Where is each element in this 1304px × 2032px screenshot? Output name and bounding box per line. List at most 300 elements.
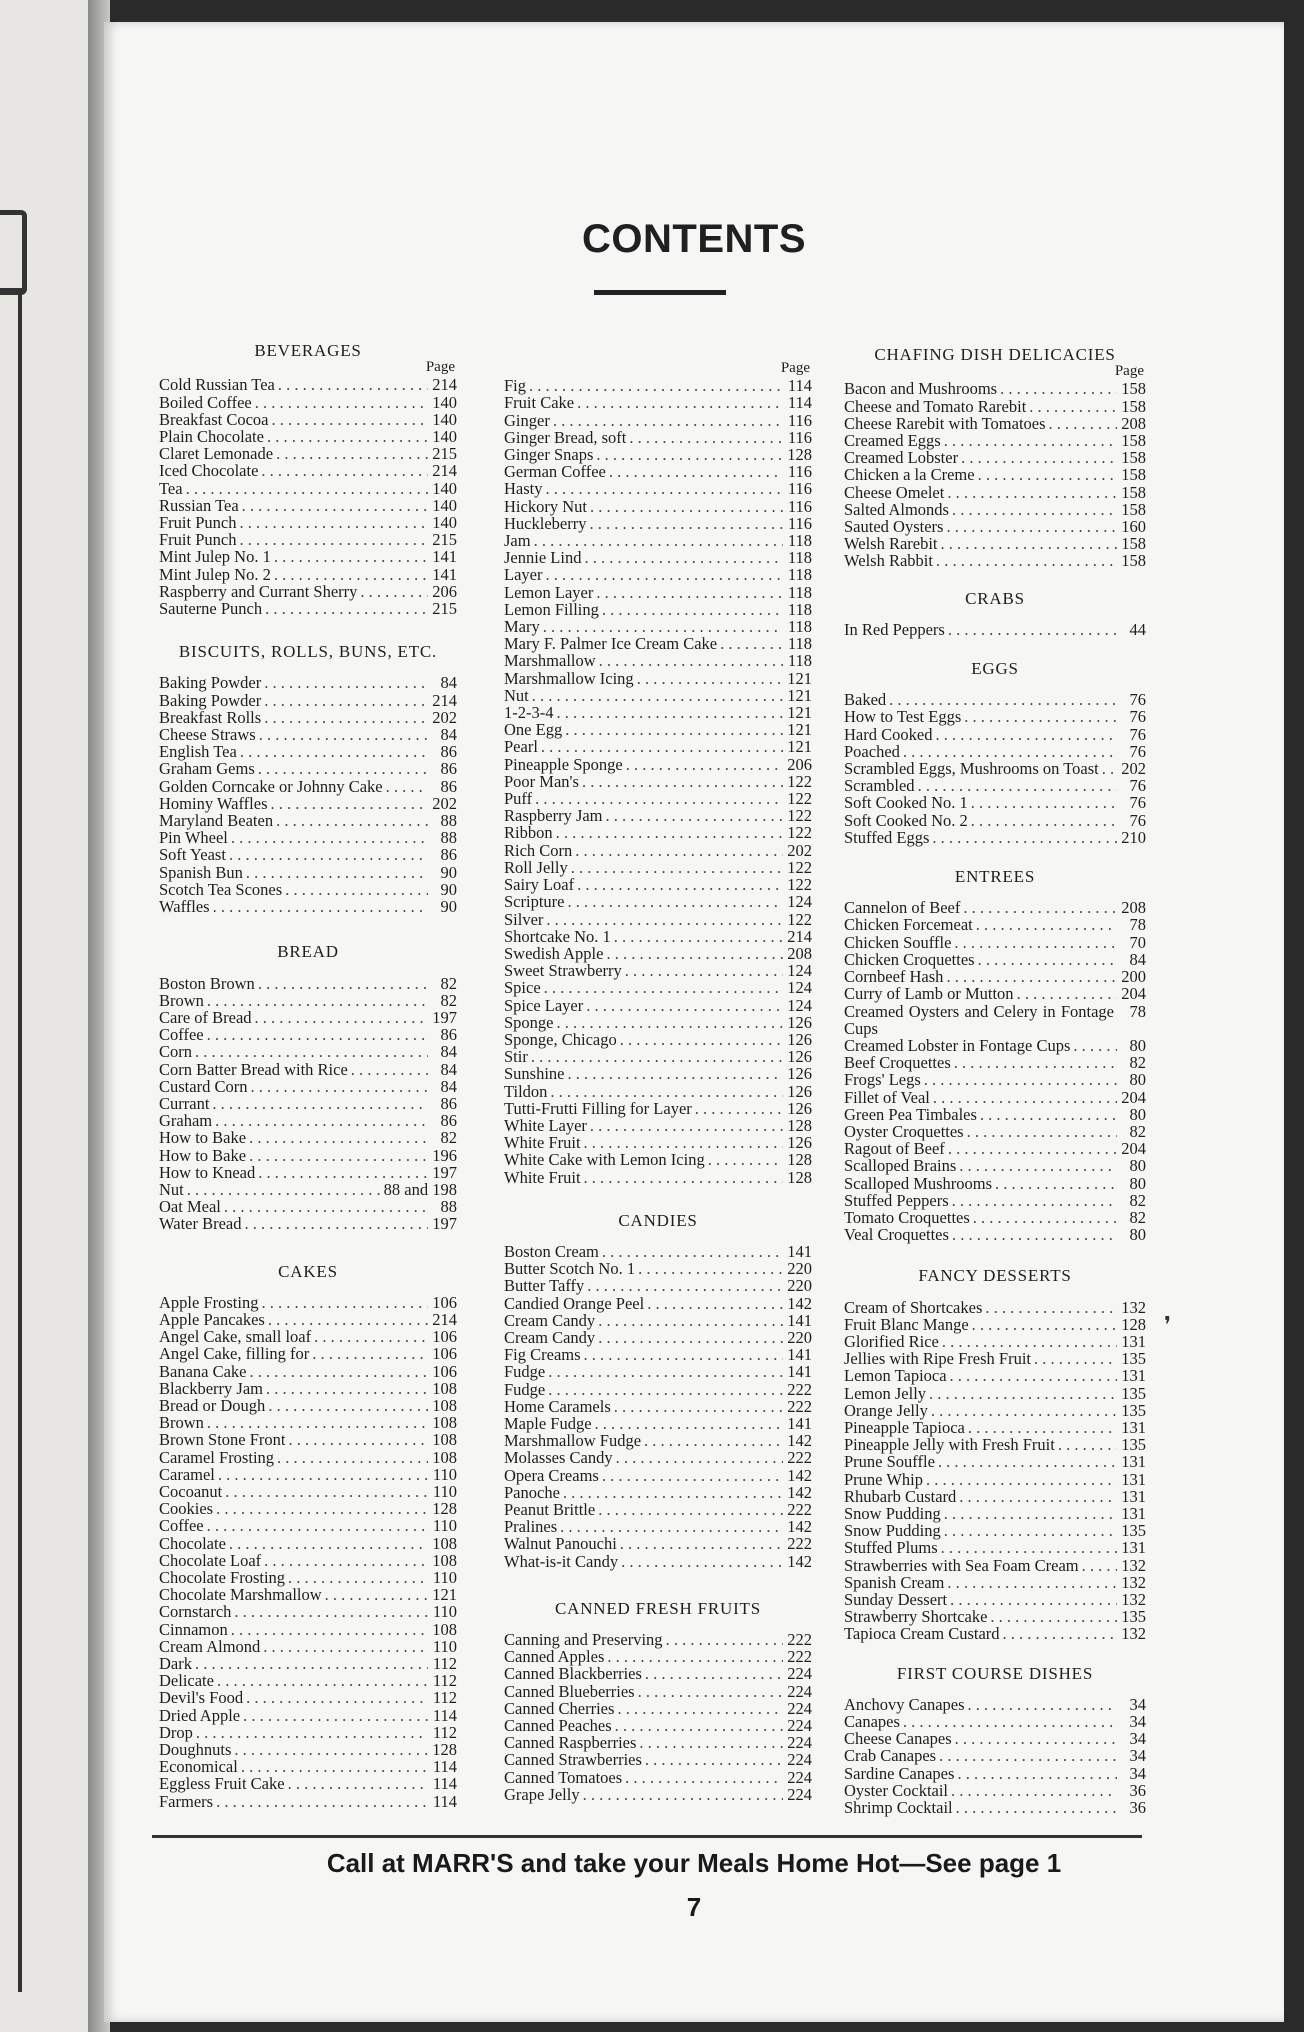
contents-entry[interactable] (159, 1164, 457, 1181)
contents-entry[interactable] (159, 1621, 457, 1638)
dot-leader (532, 687, 783, 704)
contents-entry[interactable] (159, 760, 457, 777)
contents-entry[interactable] (159, 445, 457, 462)
contents-entry[interactable] (844, 1192, 1146, 1209)
contents-entry[interactable] (844, 1157, 1146, 1174)
dot-leader (924, 1071, 1117, 1088)
contents-entry[interactable] (844, 1436, 1146, 1453)
contents-entry[interactable] (844, 829, 1146, 846)
contents-entry[interactable] (159, 1363, 457, 1380)
contents-entry[interactable] (504, 1518, 812, 1535)
contents-entry[interactable] (159, 1483, 457, 1500)
contents-entry[interactable] (844, 432, 1146, 449)
contents-entry[interactable] (504, 1014, 812, 1031)
contents-entry[interactable] (844, 743, 1146, 760)
contents-entry[interactable] (504, 1031, 812, 1048)
contents-entry[interactable] (844, 380, 1146, 397)
dot-leader (947, 1574, 1117, 1591)
contents-entry[interactable] (159, 975, 457, 992)
dot-leader (926, 1471, 1117, 1488)
contents-entry[interactable] (159, 674, 457, 691)
dot-leader (584, 1346, 783, 1363)
contents-entry[interactable] (844, 1539, 1146, 1556)
contents-entry[interactable] (504, 945, 812, 962)
contents-entry[interactable] (844, 1730, 1146, 1747)
contents-entry[interactable] (844, 1522, 1146, 1539)
entry-title: Spanish Bun (159, 862, 243, 882)
contents-entry[interactable] (844, 1488, 1146, 1505)
contents-entry[interactable] (504, 1083, 812, 1100)
entry-page-number: 126 (787, 1029, 812, 1049)
entry-title: Snow Pudding (844, 1521, 941, 1541)
contents-entry[interactable] (844, 1608, 1146, 1625)
contents-entry[interactable] (844, 1106, 1146, 1123)
contents-entry[interactable] (844, 1385, 1146, 1402)
contents-entry[interactable] (504, 670, 812, 687)
contents-entry[interactable] (159, 709, 457, 726)
contents-entry[interactable] (159, 992, 457, 1009)
contents-entry[interactable] (159, 394, 457, 411)
entry-title: Sponge, Chicago (504, 1029, 617, 1049)
dot-leader (638, 1260, 783, 1277)
contents-entry[interactable] (844, 1071, 1146, 1088)
contents-entry[interactable] (504, 962, 812, 979)
contents-entry[interactable] (844, 518, 1146, 535)
dot-leader (985, 1299, 1117, 1316)
entry-page-number: 36 (1129, 1798, 1146, 1818)
entry-title: Nut (159, 1179, 184, 1199)
contents-entry[interactable] (159, 1328, 457, 1345)
contents-entry[interactable] (159, 600, 457, 617)
contents-entry[interactable] (844, 1350, 1146, 1367)
entry-page-number: 86 (440, 759, 457, 779)
contents-entry[interactable] (844, 1367, 1146, 1384)
contents-entry[interactable] (159, 1026, 457, 1043)
entry-page-number: 76 (1129, 793, 1146, 813)
dot-leader (314, 1328, 428, 1345)
contents-entry[interactable] (504, 1415, 812, 1432)
contents-entry[interactable] (504, 635, 812, 652)
contents-entry[interactable] (504, 1751, 812, 1768)
contents-entry[interactable] (504, 584, 812, 601)
contents-entry[interactable] (504, 1769, 812, 1786)
entry-page-number: 206 (432, 581, 457, 601)
entry-page-number: 131 (1121, 1452, 1146, 1472)
contents-entry[interactable] (504, 842, 812, 859)
contents-entry[interactable] (159, 1466, 457, 1483)
contents-entry[interactable] (159, 1431, 457, 1448)
dot-leader (1073, 1037, 1117, 1054)
contents-entry[interactable] (504, 1065, 812, 1082)
contents-entry[interactable] (159, 1500, 457, 1517)
contents-entry[interactable] (159, 1775, 457, 1792)
contents-entry[interactable] (159, 692, 457, 709)
entry-title: Salted Almonds (844, 499, 949, 519)
entry-page-number: 124 (787, 995, 812, 1015)
entry-page-number: 90 (440, 879, 457, 899)
contents-entry[interactable] (159, 1724, 457, 1741)
entry-page-number: 112 (432, 1654, 457, 1674)
contents-entry[interactable] (504, 1683, 812, 1700)
entry-title: Scrambled Eggs, Mushrooms on Toast (844, 759, 1099, 779)
contents-entry[interactable] (159, 864, 457, 881)
contents-entry[interactable] (159, 583, 457, 600)
contents-entry[interactable] (504, 893, 812, 910)
entry-title: Peanut Brittle (504, 1500, 596, 1519)
contents-entry[interactable] (159, 428, 457, 445)
contents-entry[interactable] (504, 824, 812, 841)
contents-entry[interactable] (159, 1078, 457, 1095)
contents-entry[interactable] (159, 1043, 457, 1060)
entry-list (844, 691, 1146, 846)
contents-entry[interactable] (504, 790, 812, 807)
contents-entry[interactable] (844, 1453, 1146, 1470)
dot-leader (277, 1449, 428, 1466)
contents-entry[interactable] (504, 601, 812, 618)
contents-entry[interactable] (504, 1467, 812, 1484)
contents-entry[interactable] (504, 1786, 812, 1803)
contents-entry[interactable] (844, 1747, 1146, 1764)
contents-entry[interactable] (844, 1037, 1146, 1054)
contents-entry[interactable] (159, 829, 457, 846)
contents-entry[interactable] (504, 1260, 812, 1277)
contents-entry[interactable] (159, 1535, 457, 1552)
contents-entry[interactable] (159, 1655, 457, 1672)
contents-entry[interactable] (159, 1552, 457, 1569)
entry-page-number: 197 (432, 1214, 457, 1234)
contents-entry[interactable] (159, 411, 457, 428)
contents-entry[interactable] (159, 1793, 457, 1810)
contents-entry[interactable] (504, 549, 812, 566)
entry-page-number: 78 (1129, 915, 1146, 935)
contents-entry[interactable] (159, 881, 457, 898)
contents-entry[interactable] (844, 1557, 1146, 1574)
contents-entry[interactable] (844, 1299, 1146, 1316)
contents-entry[interactable] (504, 566, 812, 583)
contents-entry[interactable] (504, 1553, 812, 1570)
contents-entry[interactable] (844, 1765, 1146, 1782)
contents-entry[interactable] (504, 1734, 812, 1751)
contents-entry[interactable] (504, 1700, 812, 1717)
contents-entry[interactable] (504, 515, 812, 532)
entry-title: Sponge (504, 1012, 554, 1032)
contents-entry[interactable] (159, 812, 457, 829)
contents-entry[interactable] (504, 704, 812, 721)
entry-title: Oyster Croquettes (844, 1121, 964, 1141)
contents-entry[interactable] (159, 497, 457, 514)
contents-entry[interactable] (504, 1117, 812, 1134)
contents-entry[interactable] (504, 1501, 812, 1518)
contents-entry[interactable] (159, 514, 457, 531)
contents-entry[interactable] (159, 1741, 457, 1758)
entry-title: Cornbeef Hash (844, 967, 944, 987)
entry-title: Farmers (159, 1791, 214, 1811)
contents-entry[interactable] (159, 1198, 457, 1215)
contents-entry[interactable] (504, 1665, 812, 1682)
contents-entry[interactable] (504, 1484, 812, 1501)
entry-page-number: 222 (787, 1448, 812, 1468)
contents-entry[interactable] (159, 1586, 457, 1603)
contents-entry[interactable] (159, 1129, 457, 1146)
contents-entry[interactable] (844, 726, 1146, 743)
contents-entry[interactable] (504, 412, 812, 429)
entry-title: Fig Creams (504, 1345, 581, 1365)
dot-leader (1082, 1557, 1117, 1574)
contents-entry[interactable] (159, 1095, 457, 1112)
entry-page-number: 90 (440, 897, 457, 917)
contents-entry[interactable] (844, 1209, 1146, 1226)
dot-leader (231, 829, 428, 846)
contents-entry[interactable] (504, 859, 812, 876)
entry-title: Chocolate Frosting (159, 1568, 286, 1587)
contents-entry[interactable] (504, 1169, 812, 1186)
contents-entry[interactable] (844, 951, 1146, 968)
contents-entry[interactable] (844, 449, 1146, 466)
contents-entry[interactable] (159, 1311, 457, 1328)
contents-entry[interactable] (844, 1713, 1146, 1730)
contents-entry[interactable] (504, 1100, 812, 1117)
contents-entry[interactable] (504, 1346, 812, 1363)
contents-entry[interactable] (504, 532, 812, 549)
contents-entry[interactable] (504, 1648, 812, 1665)
contents-entry[interactable] (159, 726, 457, 743)
contents-entry[interactable] (159, 462, 457, 479)
dot-leader (531, 1048, 783, 1065)
contents-entry[interactable] (504, 773, 812, 790)
contents-entry[interactable] (504, 738, 812, 755)
dot-leader (217, 1672, 428, 1689)
contents-entry[interactable] (844, 415, 1146, 432)
contents-entry[interactable] (844, 899, 1146, 916)
contents-entry[interactable] (504, 1243, 812, 1260)
contents-entry[interactable] (844, 535, 1146, 552)
entry-title: Pineapple Jelly with Fresh Fruit (844, 1435, 1055, 1455)
dot-leader (261, 1294, 428, 1311)
dot-leader (567, 893, 783, 910)
contents-entry[interactable] (844, 1003, 1146, 1037)
contents-entry[interactable] (504, 1134, 812, 1151)
contents-entry[interactable] (159, 795, 457, 812)
section-eggs (844, 660, 1146, 846)
contents-entry[interactable] (159, 1569, 457, 1586)
contents-entry[interactable] (159, 566, 457, 583)
contents-entry[interactable] (159, 1638, 457, 1655)
entry-page-number: 131 (1121, 1366, 1146, 1386)
entry-page-number: 206 (787, 754, 812, 774)
contents-entry[interactable] (844, 1574, 1146, 1591)
contents-entry[interactable] (844, 1402, 1146, 1419)
entry-page-number: 110 (432, 1481, 457, 1501)
contents-entry[interactable] (844, 398, 1146, 415)
contents-entry[interactable] (844, 1419, 1146, 1436)
contents-entry[interactable] (159, 778, 457, 795)
entry-page-number: 84 (440, 725, 457, 745)
contents-entry[interactable] (504, 1312, 812, 1329)
contents-entry[interactable] (844, 484, 1146, 501)
entry-title: Devil's Food (159, 1688, 244, 1708)
contents-entry[interactable] (159, 1758, 457, 1775)
contents-entry[interactable] (159, 743, 457, 760)
dot-leader (250, 1363, 428, 1380)
contents-entry[interactable] (844, 1782, 1146, 1799)
dot-leader (541, 738, 783, 755)
contents-entry[interactable] (159, 531, 457, 548)
contents-entry[interactable] (504, 928, 812, 945)
entry-page-number: 116 (787, 410, 812, 430)
dot-leader (553, 412, 783, 429)
contents-entry[interactable] (159, 480, 457, 497)
contents-entry[interactable] (504, 997, 812, 1014)
contents-entry[interactable] (159, 1707, 457, 1724)
contents-entry[interactable] (504, 756, 812, 773)
entry-title: Sweet Strawberry (504, 961, 622, 981)
entry-title: Graham Gems (159, 759, 255, 779)
contents-entry[interactable] (159, 548, 457, 565)
contents-entry[interactable] (844, 552, 1146, 569)
contents-entry[interactable] (504, 1535, 812, 1552)
entry-title: Fruit Punch (159, 513, 237, 533)
contents-entry[interactable] (844, 1316, 1146, 1333)
contents-entry[interactable] (844, 1625, 1146, 1642)
contents-entry[interactable] (844, 1054, 1146, 1071)
dot-leader (249, 1129, 428, 1146)
contents-entry[interactable] (504, 480, 812, 497)
contents-entry[interactable] (844, 1799, 1146, 1816)
contents-entry[interactable] (504, 1277, 812, 1294)
contents-entry[interactable] (504, 1449, 812, 1466)
contents-entry[interactable] (504, 911, 812, 928)
contents-entry[interactable] (844, 760, 1146, 777)
contents-entry[interactable] (159, 1215, 457, 1232)
contents-entry[interactable] (504, 1381, 812, 1398)
contents-entry[interactable] (159, 1689, 457, 1706)
contents-entry[interactable] (504, 1631, 812, 1648)
contents-entry[interactable] (504, 498, 812, 515)
entry-page-number: 122 (787, 789, 812, 809)
contents-entry[interactable] (504, 1295, 812, 1312)
contents-entry[interactable] (504, 394, 812, 411)
contents-entry[interactable] (159, 1147, 457, 1164)
contents-entry[interactable] (844, 691, 1146, 708)
contents-entry[interactable] (844, 1140, 1146, 1157)
contents-entry[interactable] (159, 898, 457, 915)
contents-entry[interactable] (844, 621, 1146, 638)
entry-title: Cheese Rarebit with Tomatoes (844, 413, 1046, 433)
entry-title: Graham (159, 1111, 213, 1131)
dot-leader (258, 1164, 428, 1181)
contents-entry[interactable] (844, 1123, 1146, 1140)
entry-title: Curry of Lamb or Mutton (844, 984, 1014, 1004)
contents-entry[interactable] (159, 1009, 457, 1026)
contents-entry[interactable] (844, 1089, 1146, 1106)
contents-entry[interactable] (844, 1471, 1146, 1488)
contents-entry[interactable] (844, 466, 1146, 483)
dot-leader (568, 1065, 783, 1082)
dot-leader (614, 1398, 783, 1415)
entry-title: Bacon and Mushrooms (844, 379, 998, 399)
section-heading: CHAFING DISH DELICACIES (874, 345, 1116, 364)
dot-leader (267, 428, 428, 445)
entry-title: Creamed Lobster (844, 448, 959, 468)
entry-title: Banana Cake (159, 1361, 247, 1381)
contents-entry[interactable] (504, 446, 812, 463)
contents-entry[interactable] (159, 1449, 457, 1466)
contents-entry[interactable] (504, 1717, 812, 1734)
contents-entry[interactable] (159, 1345, 457, 1362)
contents-entry[interactable] (844, 1226, 1146, 1243)
contents-entry[interactable] (504, 1363, 812, 1380)
contents-entry[interactable] (159, 1672, 457, 1689)
contents-entry[interactable] (844, 1505, 1146, 1522)
contents-entry[interactable] (844, 1696, 1146, 1713)
contents-entry[interactable] (844, 985, 1146, 1002)
contents-entry[interactable] (504, 429, 812, 446)
contents-entry[interactable] (504, 687, 812, 704)
contents-entry[interactable] (844, 708, 1146, 725)
entry-page-number: 224 (787, 1664, 812, 1684)
contents-entry[interactable] (504, 807, 812, 824)
contents-entry[interactable] (844, 1591, 1146, 1608)
entry-list (159, 376, 457, 617)
contents-entry[interactable] (844, 1333, 1146, 1350)
entry-page-number: 114 (432, 1705, 457, 1725)
dot-leader (255, 394, 428, 411)
contents-entry[interactable] (159, 1181, 457, 1198)
contents-entry[interactable] (159, 1414, 457, 1431)
contents-entry[interactable] (504, 979, 812, 996)
contents-entry[interactable] (844, 501, 1146, 518)
entry-list (159, 1294, 457, 1810)
contents-entry[interactable] (504, 463, 812, 480)
entry-page-number: 78 (1129, 1001, 1146, 1021)
entry-title: Baking Powder (159, 690, 262, 710)
contents-entry[interactable] (844, 794, 1146, 811)
entry-page-number: 106 (432, 1292, 457, 1312)
contents-entry[interactable] (504, 652, 812, 669)
entry-title: White Fruit (504, 1167, 581, 1187)
contents-entry[interactable] (159, 1294, 457, 1311)
contents-entry[interactable] (159, 1380, 457, 1397)
contents-entry[interactable] (504, 377, 812, 394)
contents-entry[interactable] (844, 812, 1146, 829)
contents-entry[interactable] (504, 721, 812, 738)
entry-page-number: 34 (1129, 1694, 1146, 1714)
dot-leader (582, 773, 783, 790)
contents-entry[interactable] (159, 1517, 457, 1534)
contents-entry[interactable] (844, 934, 1146, 951)
contents-entry[interactable] (159, 1061, 457, 1078)
entry-page-number: 86 (440, 1093, 457, 1113)
entry-title: Pineapple Sponge (504, 754, 623, 774)
contents-entry[interactable] (504, 1432, 812, 1449)
contents-entry[interactable] (844, 916, 1146, 933)
contents-entry[interactable] (504, 1151, 812, 1168)
contents-entry[interactable] (159, 1603, 457, 1620)
contents-entry[interactable] (844, 1175, 1146, 1192)
contents-entry[interactable] (159, 846, 457, 863)
contents-entry[interactable] (504, 618, 812, 635)
contents-entry[interactable] (159, 1112, 457, 1129)
contents-entry[interactable] (504, 1329, 812, 1346)
contents-entry[interactable] (844, 968, 1146, 985)
contents-entry[interactable] (844, 777, 1146, 794)
section-beverages (159, 342, 457, 617)
contents-entry[interactable] (159, 1397, 457, 1414)
contents-entry[interactable] (504, 876, 812, 893)
contents-entry[interactable] (159, 376, 457, 393)
contents-entry[interactable] (504, 1398, 812, 1415)
contents-entry[interactable] (504, 1048, 812, 1065)
